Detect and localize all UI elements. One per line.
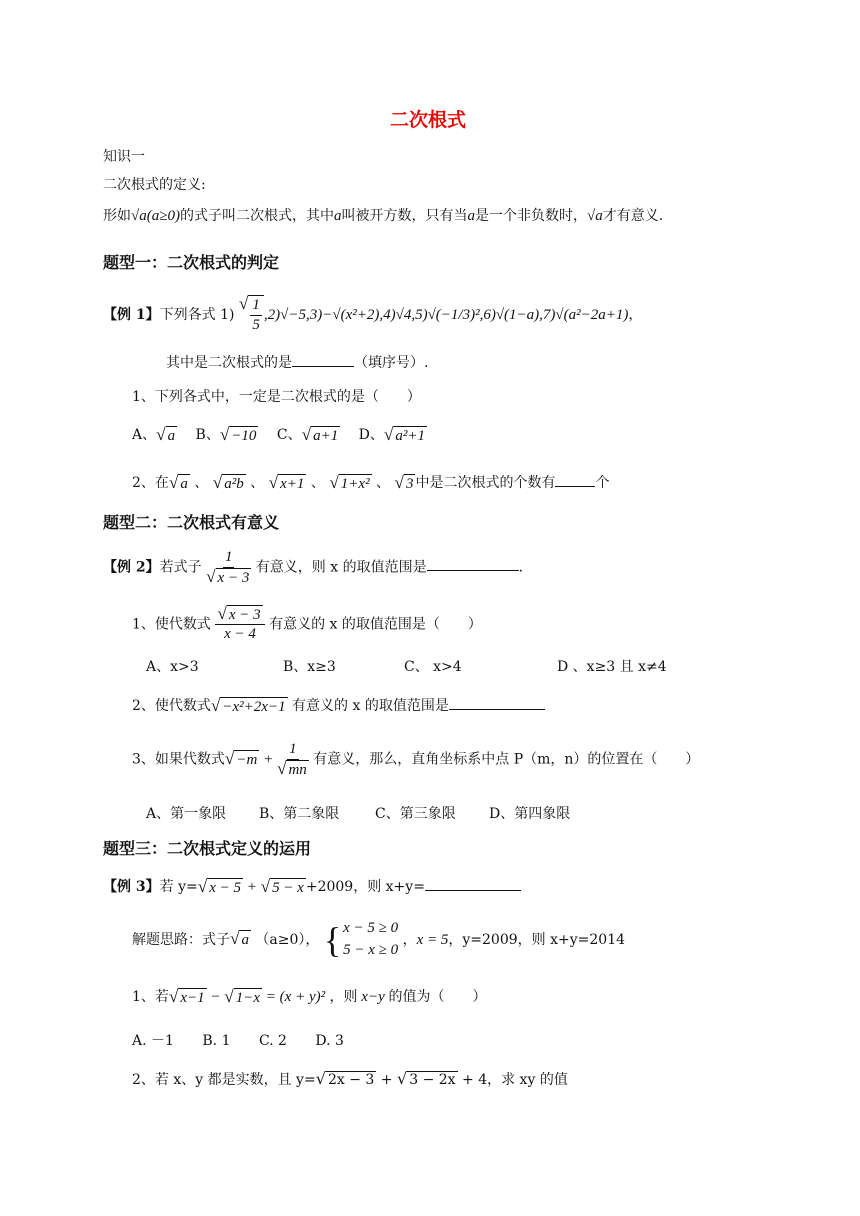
example-1: 【例 1】下列各式 1) √ $\frac{1}{5}$ ,2)√−5,3)−√(x²+2),4)√4,5)√(−1/3)²,6)√(1−a),7)√(a²−2a+1)， [103,294,643,333]
question-3-1-options: A. －1 B. 1 C. 2 D. 3 [132,1033,344,1049]
section-heading-1: 题型一：二次根式的判定 [103,253,280,272]
example-3: 【例 3】若 y= √ x − 5 + √ 5 − x +2009，则 x+y= [103,876,521,897]
q2-3-option-d: D、第四象限 [489,806,571,822]
definition-label: 二次根式的定义: [103,177,206,193]
question-1-1-options: A、 √ a B、 √ −10 C、 √ a+1 D、 √ a²+1 [132,424,425,444]
definition-line: 形如√a(a≥0)的式子叫二次根式，其中a叫被开方数，只有当a是一个非负数时，√a才有意义. [103,208,664,224]
question-3-2: 2、若 x、y 都是实数，且 y= √ 2x − 3 + √ 3 − 2x + 4，求 xy 的值 [132,1069,568,1089]
knowledge-label: 知识一 [103,149,145,165]
question-2-1: 1、使代数式 √ x − 3 x − 4 有意义的 x 的取值范围是（ ） [132,604,482,643]
example-3-solution: 解题思路：式子 √ a （a≥0）， { x − 5 ≥ 0 5 − x ≥ 0 ，x = 5，y=2009，则 x+y=2014 [132,919,626,960]
q2-3-option-c: C、第三象限 [375,806,456,822]
question-1-1: 1、下列各式中，一定是二次根式的是（ ） [132,389,421,405]
q2-1-option-d: D 、x≥3 且 x≠4 [557,659,667,675]
page-title: 二次根式 [390,109,467,131]
def-var-a: a [333,208,342,224]
q2-1-option-b: B、x≥3 [283,659,336,675]
q2-3-option-b: B、第二象限 [259,806,340,822]
question-2-3: 3、如果代数式 √ −m + 1 √ mn 有意义，那么，直角坐标系中点 P（m，n）的位置在（ ） [132,741,700,778]
q2-1-option-c: C、 x>4 [404,659,462,675]
question-3-1: 1、若 √ x−1 − √ 1−x = (x + y)² ，则 x−y 的值为（ ） [132,986,487,1006]
q2-3-option-a: A、第一象限 [146,806,227,822]
section-heading-2: 题型二：二次根式有意义 [103,513,280,532]
q2-1-option-a: A、x>3 [146,659,199,675]
example-2: 【例 2】若式子 1 √ x − 3 有意义，则 x 的取值范围是 . [103,549,524,586]
example-1-list: ,2)√−5,3)−√(x²+2),4)√4,5)√(−1/3)²,6)√(1−a),7)√(a²−2a+1) [263,306,629,323]
question-1-2: 2、在 √ a 、 √ a²b 、 √ x+1 、 √ 1+x² 、 √ 3 中是二次根式的个数有 个 [132,472,610,492]
def-expression: √a(a≥0) [131,208,180,224]
section-heading-3: 题型三：二次根式定义的运用 [103,839,312,858]
example-1-question: 其中是二次根式的是 （填序号）. [166,355,429,371]
question-2-2: 2、使代数式 √ −x²+2x−1 有意义的 x 的取值范围是 [132,695,545,716]
